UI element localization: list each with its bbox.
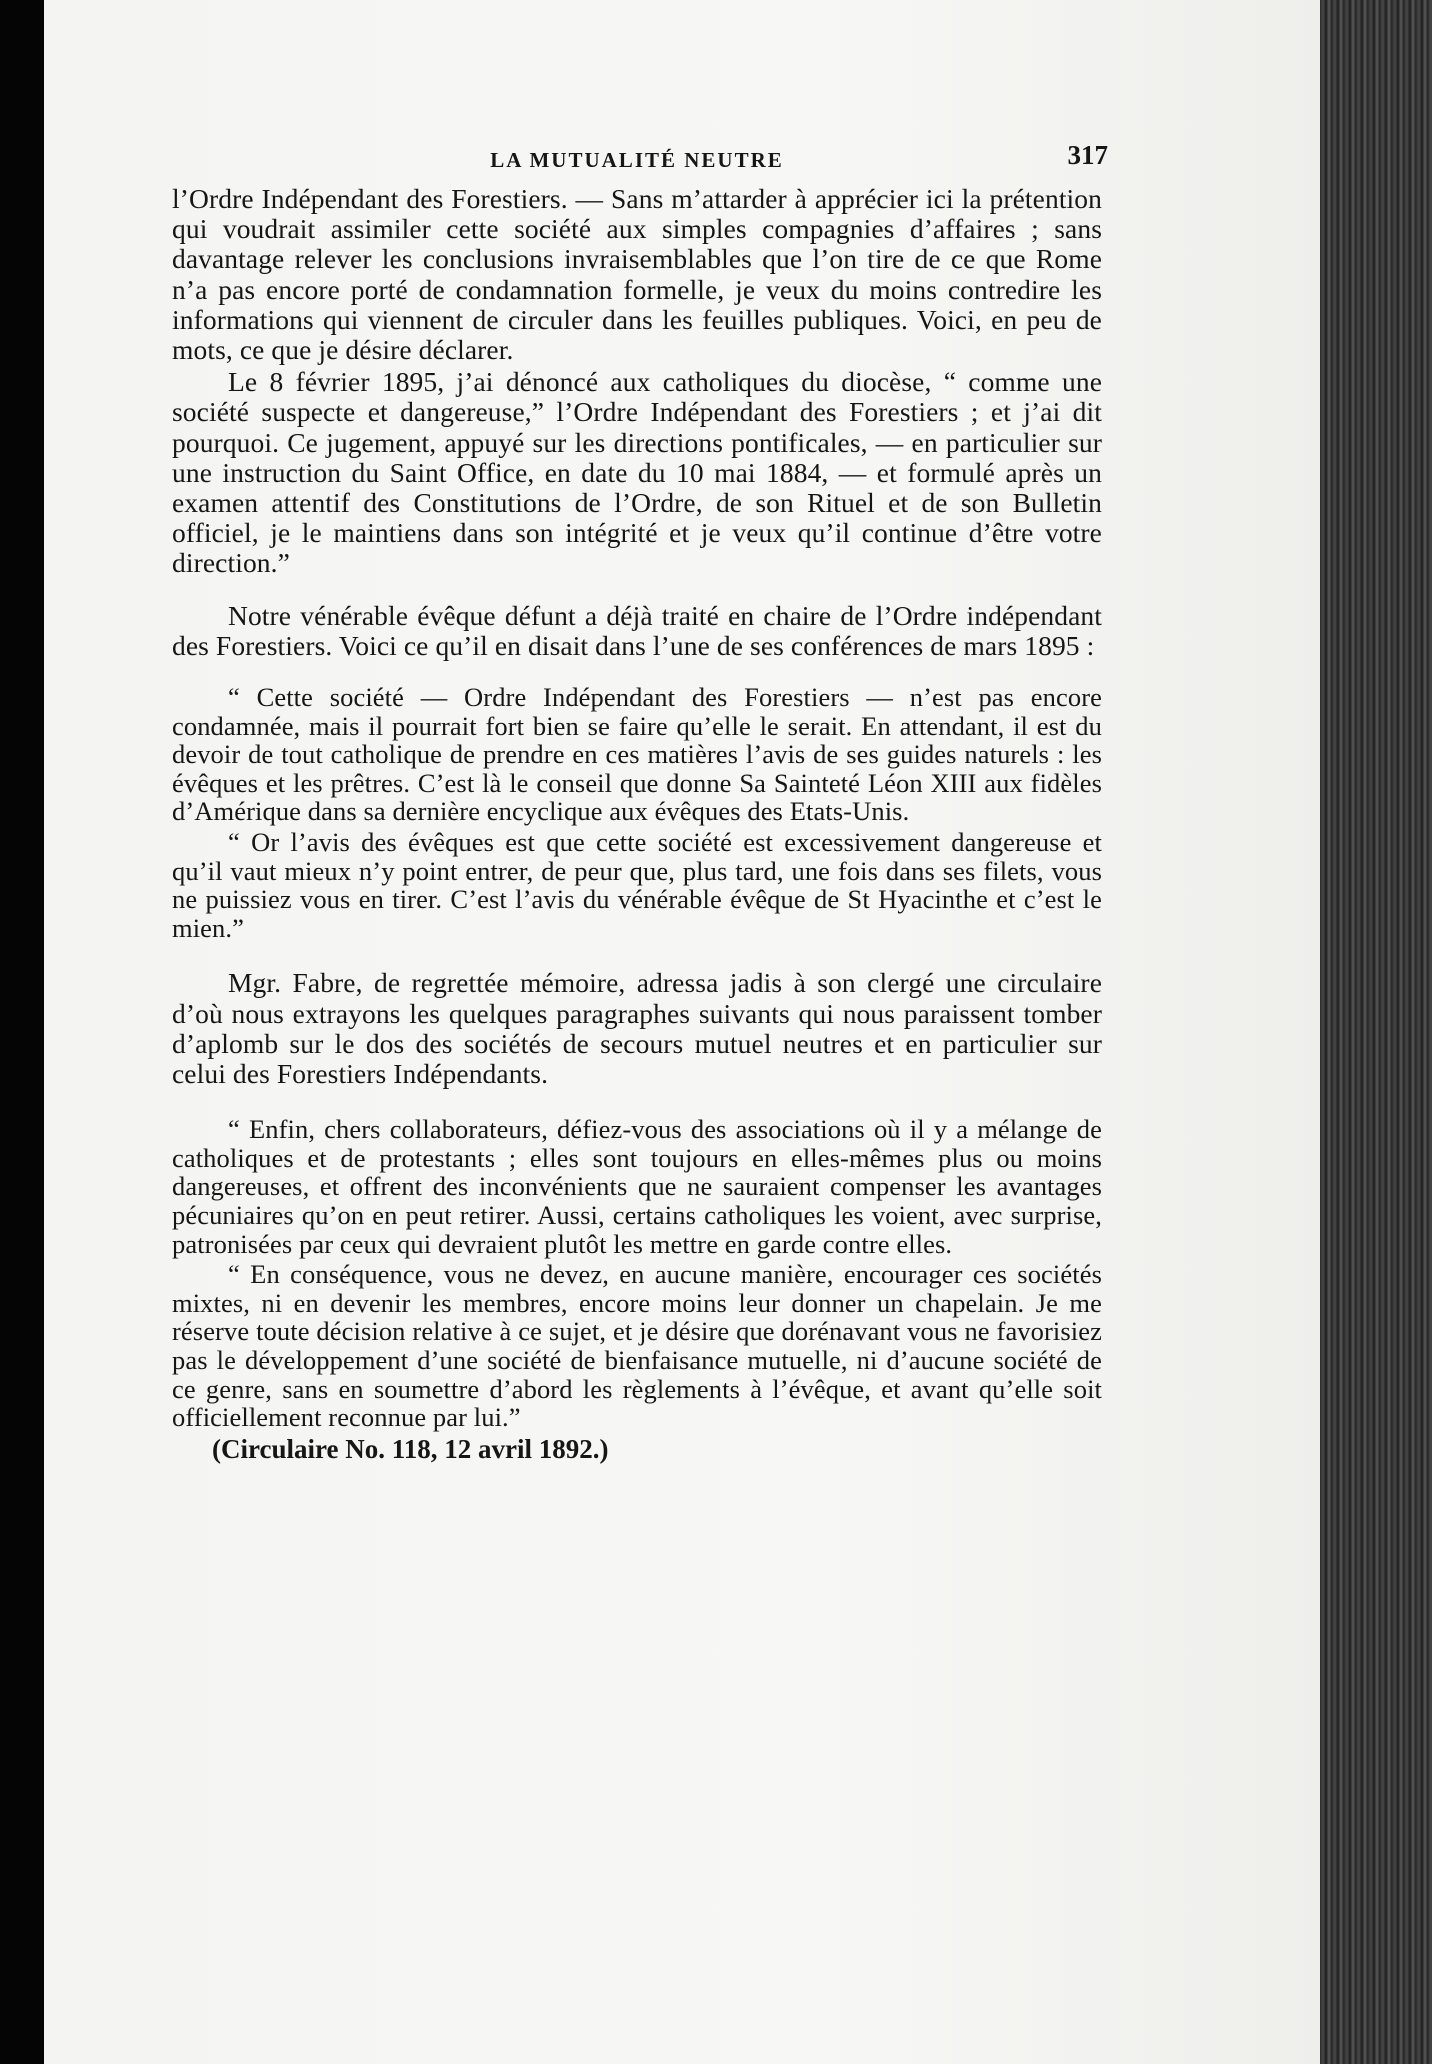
scan-left-border xyxy=(0,0,44,2064)
paragraph-2: Le 8 février 1895, j’ai dénoncé aux catholiques du diocèse, “ comme une société suspecte et dangereuse,” l’Ordre Indépendant des Forestiers ; et j’ai dit pourquoi. Ce jugement, appuyé sur les directions pontificales, — en particulier sur une instruction du Saint Office, en date du 10 mai 1884, — et formulé après un examen attentif des Constitutions de l’Ordre, de son Rituel et de son Bulletin officiel, je le maintiens dans son intégrité et je veux qu’il continue d’être votre direction.” xyxy=(172,366,1102,579)
paragraph-3: Notre vénérable évêque défunt a déjà traité en chaire de l’Ordre indépendant des Forestiers. Voici ce qu’il en disait dans l’une de ses conférences de mars 1895 : xyxy=(172,599,1102,661)
page-stack-edge xyxy=(1320,0,1432,2064)
page-number: 317 xyxy=(1067,140,1108,170)
page-content xyxy=(172,140,1108,1464)
running-title: LA MUTUALITÉ NEUTRE xyxy=(490,148,784,172)
quote-paragraph-2: “ Or l’avis des évêques est que cette société est excessivement dangereuse et qu’il vaut mieux n’y point entrer, de peur que, plus tard, une fois dans ses filets, vous ne puissiez vous en tirer. C’est l’avis du vénérable évêque de St Hyacinthe et c’est le mien.” xyxy=(172,827,1102,943)
quote-paragraph-4: “ En conséquence, vous ne devez, en aucune manière, encourager ces sociétés mixtes, ni en devenir les membres, encore moins leur donner un chapelain. Je me réserve toute décision relative à ce sujet, et je désire que dorénavant vous ne favorisiez pas le développement d’une société de bienfaisance mutuelle, ni d’aucune société de ce genre, sans en soumettre d’abord les règlements à l’évêque, et avant qu’elle soit officiellement reconnue par lui.” xyxy=(172,1259,1102,1433)
paragraph-1: l’Ordre Indépendant des Forestiers. — Sans m’attarder à apprécier ici la prétention qui voudrait assimiler cette société aux simples compagnies d’affaires ; sans davantage relever les conclusions invraisemblables que l’on tire de ce que Rome n’a pas encore porté de condamnation formelle, je veux du moins contredire les informations qui viennent de circuler dans les feuilles publiques. Voici, en peu de mots, ce que je désire déclarer. xyxy=(172,183,1102,366)
paragraph-4: Mgr. Fabre, de regrettée mémoire, adressa jadis à son clergé une circulaire d’où nous extrayons les quelques paragraphes suivants qui nous paraissent tomber d’aplomb sur le dos des sociétés de secours mutuel neutres et en particulier sur celui des Forestiers Indépendants. xyxy=(172,967,1102,1089)
quote-paragraph-3: “ Enfin, chers collaborateurs, défiez-vous des associations où il y a mélange de catholiques et de protestants ; elles sont toujours en elles-mêmes plus ou moins dangereuses, et offrent des inconvénients que ne sauraient compenser les avantages pécuniaires qu’on en peut retirer. Aussi, certains catholiques les voient, avec surprise, patronisées par ceux qui devraient plutôt les mettre en garde contre elles. xyxy=(172,1114,1102,1259)
citation: (Circulaire No. 118, 12 avril 1892.) xyxy=(212,1433,609,1464)
quote-paragraph-1: “ Cette société — Ordre Indépendant des Forestiers — n’est pas encore condamnée, mais il pourrait fort bien se faire qu’elle le serait. En attendant, il est du devoir de tout catholique de prendre en ces matières l’avis de ses guides naturels : les évêques et les prêtres. C’est là le conseil que donne Sa Sainteté Léon XIII aux fidèles d’Amérique dans sa dernière encyclique aux évêques des Etats-Unis. xyxy=(172,682,1102,827)
page-header xyxy=(172,140,1108,184)
